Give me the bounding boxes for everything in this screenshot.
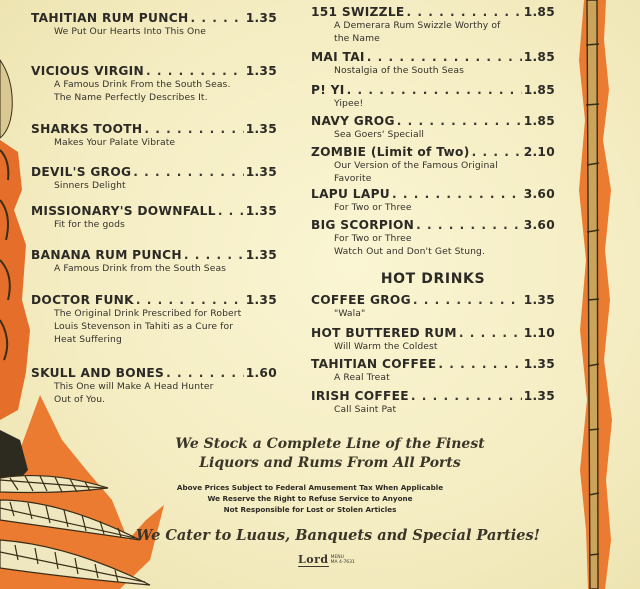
menu-item: [311, 326, 555, 357]
item-name: MISSIONARY'S DOWNFALL: [31, 204, 216, 218]
item-price: 1.85: [523, 50, 555, 64]
fine-print-line: We Reserve the Right to Refuse Service to Anyone: [207, 494, 413, 503]
leader-dots: [438, 357, 521, 371]
item-price: 1.35: [523, 389, 555, 403]
item-price: 1.85: [523, 83, 555, 97]
item-price: 2.10: [523, 145, 555, 159]
item-name: COFFEE GROG: [311, 293, 411, 307]
item-price: 3.60: [523, 187, 555, 201]
item-description: Sinners Delight: [54, 180, 126, 191]
leader-dots: [407, 5, 522, 19]
item-heading: [311, 145, 555, 159]
item-heading: [31, 122, 277, 136]
item-description: The Original Drink Prescribed for Robert: [54, 308, 242, 319]
item-price: 1.35: [245, 165, 277, 179]
cater-line: We Cater to Luaus, Banquets and Special Parties!: [135, 527, 541, 544]
item-description: A Demerara Rum Swizzle Worthy of: [334, 20, 501, 31]
item-heading: [31, 248, 277, 262]
item-description: A Famous Drink from the South Seas: [54, 263, 227, 274]
item-description: the Name: [334, 33, 380, 44]
leader-dots: [136, 293, 244, 307]
printer-info-line: MA 4-7631: [330, 560, 355, 565]
item-description: For Two or Three: [334, 233, 412, 244]
leader-dots: [397, 114, 522, 128]
item-description: Heat Suffering: [54, 334, 122, 345]
printer-logo: Lord: [298, 553, 329, 566]
menu-item: [311, 187, 555, 218]
leader-dots: [459, 326, 522, 340]
menu-item: [311, 218, 555, 271]
item-heading: [31, 165, 277, 179]
item-heading: [311, 326, 555, 340]
item-heading: [31, 204, 277, 218]
item-description: A Real Treat: [334, 372, 390, 383]
item-description: Fit for the gods: [54, 219, 125, 230]
item-name: BIG SCORPION: [311, 218, 415, 232]
item-price: 1.35: [245, 293, 277, 307]
menu-item: [311, 50, 555, 83]
fine-print: [160, 482, 460, 515]
item-heading: [31, 64, 277, 78]
item-price: 1.35: [245, 122, 277, 136]
item-name: DEVIL'S GROG: [31, 165, 132, 179]
item-name: SHARKS TOOTH: [31, 122, 143, 136]
item-heading: [311, 83, 555, 97]
leader-dots: [472, 145, 522, 159]
item-price: 1.35: [245, 248, 277, 262]
item-price: 1.60: [245, 366, 277, 380]
menu-item: [311, 114, 555, 145]
item-heading: [311, 357, 555, 371]
item-description: Our Version of the Famous Original: [334, 160, 498, 171]
leader-dots: [144, 122, 243, 136]
item-description: "Wala": [334, 308, 366, 319]
item-description: Nostalgia of the South Seas: [334, 65, 464, 76]
item-description: Out of You.: [54, 394, 106, 405]
item-price: 3.60: [523, 218, 555, 232]
item-heading: [311, 187, 555, 201]
leader-dots: [190, 11, 243, 25]
menu-item: [31, 248, 277, 293]
item-description: Yipee!: [334, 98, 364, 109]
printer-mark: [298, 553, 355, 567]
tiki-figure: [0, 60, 30, 490]
item-description: The Name Perfectly Describes It.: [54, 92, 208, 103]
menu-item: [311, 5, 555, 50]
item-heading: [31, 11, 277, 25]
item-price: 1.35: [245, 64, 277, 78]
item-description: Watch Out and Don't Get Stung.: [334, 246, 485, 257]
item-price: 1.35: [523, 357, 555, 371]
item-description: Will Warm the Coldest: [334, 341, 438, 352]
leader-dots: [133, 165, 243, 179]
item-heading: [311, 218, 555, 232]
item-price: 1.35: [245, 11, 277, 25]
menu-item: [31, 204, 277, 248]
item-name: MAI TAI: [311, 50, 365, 64]
item-heading: [311, 114, 555, 128]
item-description: This One will Make A Head Hunter: [54, 381, 214, 392]
item-price: 1.10: [523, 326, 555, 340]
item-heading: [31, 293, 277, 307]
menu-item: [31, 293, 277, 366]
item-name: NAVY GROG: [311, 114, 395, 128]
leader-dots: [413, 293, 522, 307]
item-heading: [311, 293, 555, 307]
item-name: VICIOUS VIRGIN: [31, 64, 145, 78]
printer-info: [331, 555, 355, 565]
item-description: A Famous Drink From the South Seas.: [54, 79, 231, 90]
menu-item: [311, 83, 555, 114]
item-name: BANANA RUM PUNCH: [31, 248, 182, 262]
item-heading: [31, 366, 277, 380]
item-price: 1.85: [523, 114, 555, 128]
item-price: 1.85: [523, 5, 555, 19]
leader-dots: [367, 50, 522, 64]
menu-item: [31, 165, 277, 204]
item-description: Louis Stevenson in Tahiti as a Cure for: [54, 321, 234, 332]
item-name: TAHITIAN COFFEE: [311, 357, 437, 371]
menu-item: [31, 11, 277, 64]
menu-item: [311, 389, 555, 416]
item-description: Call Saint Pat: [334, 404, 397, 415]
item-name: HOT BUTTERED RUM: [311, 326, 457, 340]
item-heading: [311, 5, 555, 19]
item-description: Sea Goers' Speciall: [334, 129, 424, 140]
item-price: 1.35: [523, 293, 555, 307]
item-description: For Two or Three: [334, 202, 412, 213]
printer-info-line: MENU: [330, 555, 344, 560]
item-name: SKULL AND BONES: [31, 366, 165, 380]
item-heading: [311, 389, 555, 403]
item-name: IRISH COFFEE: [311, 389, 409, 403]
item-description: Makes Your Palate Vibrate: [54, 137, 176, 148]
menu-item: [31, 366, 277, 406]
fine-print-line: Above Prices Subject to Federal Amusement Tax When Applicable: [176, 483, 444, 492]
stock-line-1: We Stock a Complete Line of the Finest: [175, 436, 485, 452]
item-heading: [311, 50, 555, 64]
hot-drinks-heading: HOT DRINKS: [380, 271, 486, 287]
leader-dots: [347, 83, 522, 97]
leader-dots: [218, 204, 244, 218]
leader-dots: [166, 366, 244, 380]
menu-item: [311, 357, 555, 389]
leader-dots: [184, 248, 244, 262]
menu-item: [311, 145, 555, 187]
item-description: We Put Our Hearts Into This One: [54, 26, 207, 37]
leader-dots: [146, 64, 244, 78]
item-description: Favorite: [334, 173, 372, 184]
item-name: DOCTOR FUNK: [31, 293, 134, 307]
menu-item: [31, 122, 277, 165]
leader-dots: [411, 389, 522, 403]
fine-print-line: Not Responsible for Lost or Stolen Articles: [223, 505, 397, 514]
item-name: TAHITIAN RUM PUNCH: [31, 11, 189, 25]
left-drink-column: [31, 11, 277, 406]
stock-line-2: Liquors and Rums From All Ports: [199, 455, 461, 471]
item-name: 151 SWIZZLE: [311, 5, 405, 19]
item-name: ZOMBIE (Limit of Two): [311, 145, 470, 159]
menu-item: [311, 293, 555, 326]
item-name: LAPU LAPU: [311, 187, 390, 201]
leader-dots: [416, 218, 522, 232]
item-price: 1.35: [245, 204, 277, 218]
right-drink-column: [311, 5, 555, 416]
menu-item: [31, 64, 277, 122]
leader-dots: [392, 187, 522, 201]
item-name: P! YI: [311, 83, 345, 97]
